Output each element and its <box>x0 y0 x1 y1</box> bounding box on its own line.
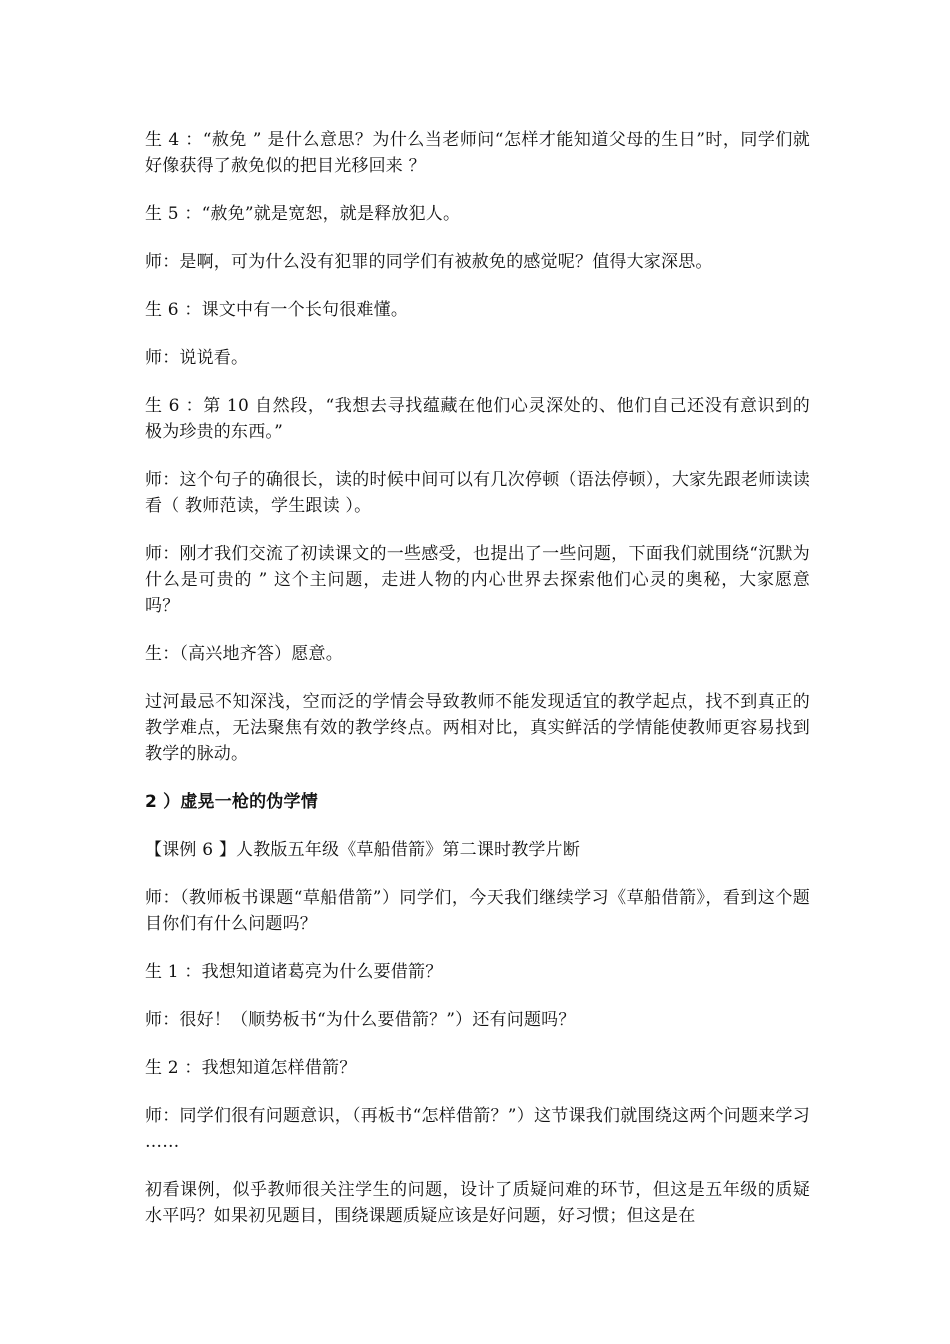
section-heading: 2 ）虚晃一枪的伪学情 <box>145 792 318 812</box>
paragraph-5: 师：说说看。 <box>145 348 249 368</box>
paragraph-15: 师：很好！（顺势板书“为什么要借箭？”）还有问题吗？ <box>145 1010 576 1030</box>
paragraph-14: 生 1 ：我想知道诸葛亮为什么要借箭？ <box>145 962 443 982</box>
paragraph-9: 生：（高兴地齐答）愿意。 <box>145 644 343 664</box>
paragraph-2: 生 5 ：“赦免”就是宽恕，就是释放犯人。 <box>145 204 461 224</box>
document-body <box>145 127 810 1251</box>
paragraph-8: 师：刚才我们交流了初读课文的一些感受，也提出了一些问题，下面我们就围绕“沉默为什么是可贵的 ” 这个主问题，走进人物的内心世界去探索他们心灵的奥秘，大家愿意吗？ <box>145 544 810 616</box>
paragraph-3: 师：是啊，可为什么没有犯罪的同学们有被赦免的感觉呢？值得大家深思。 <box>145 252 713 272</box>
paragraph-1: 生 4 ：“赦免 ” 是什么意思？为什么当老师问“怎样才能知道父母的生日”时，同学们就好像获得了赦免似的把目光移回来 ？ <box>145 130 810 176</box>
paragraph-13: 师：（教师板书课题“草船借箭”）同学们，今天我们继续学习《草船借箭》，看到这个题目你们有什么问题吗？ <box>145 888 810 934</box>
paragraph-16: 生 2 ：我想知道怎样借箭？ <box>145 1058 357 1078</box>
paragraph-4: 生 6 ：课文中有一个长句很难懂。 <box>145 300 409 320</box>
paragraph-6: 生 6 ：第 10 自然段，“我想去寻找蕴藏在他们心灵深处的、他们自己还没有意识到的极为珍贵的东西。” <box>145 396 810 442</box>
paragraph-12: 【课例 6 】人教版五年级《草船借箭》第二课时教学片断 <box>145 840 581 860</box>
paragraph-17: 师：同学们很有问题意识，（再板书“怎样借箭？”）这节课我们就围绕这两个问题来学习 …… <box>145 1106 810 1152</box>
paragraph-18: 初看课例，似乎教师很关注学生的问题，设计了质疑问难的环节，但这是五年级的质疑水平吗？如果初见题目，围绕课题质疑应该是好问题，好习惯；但这是在 <box>145 1180 810 1226</box>
paragraph-7: 师：这个句子的确很长，读的时候中间可以有几次停顿（语法停顿），大家先跟老师读读看（ 教师范读，学生跟读 ）。 <box>145 470 810 516</box>
paragraph-10: 过河最忌不知深浅，空而泛的学情会导致教师不能发现适宜的教学起点，找不到真正的教学难点，无法聚焦有效的教学终点。两相对比，真实鲜活的学情能使教师更容易找到教学的脉动。 <box>145 692 810 764</box>
